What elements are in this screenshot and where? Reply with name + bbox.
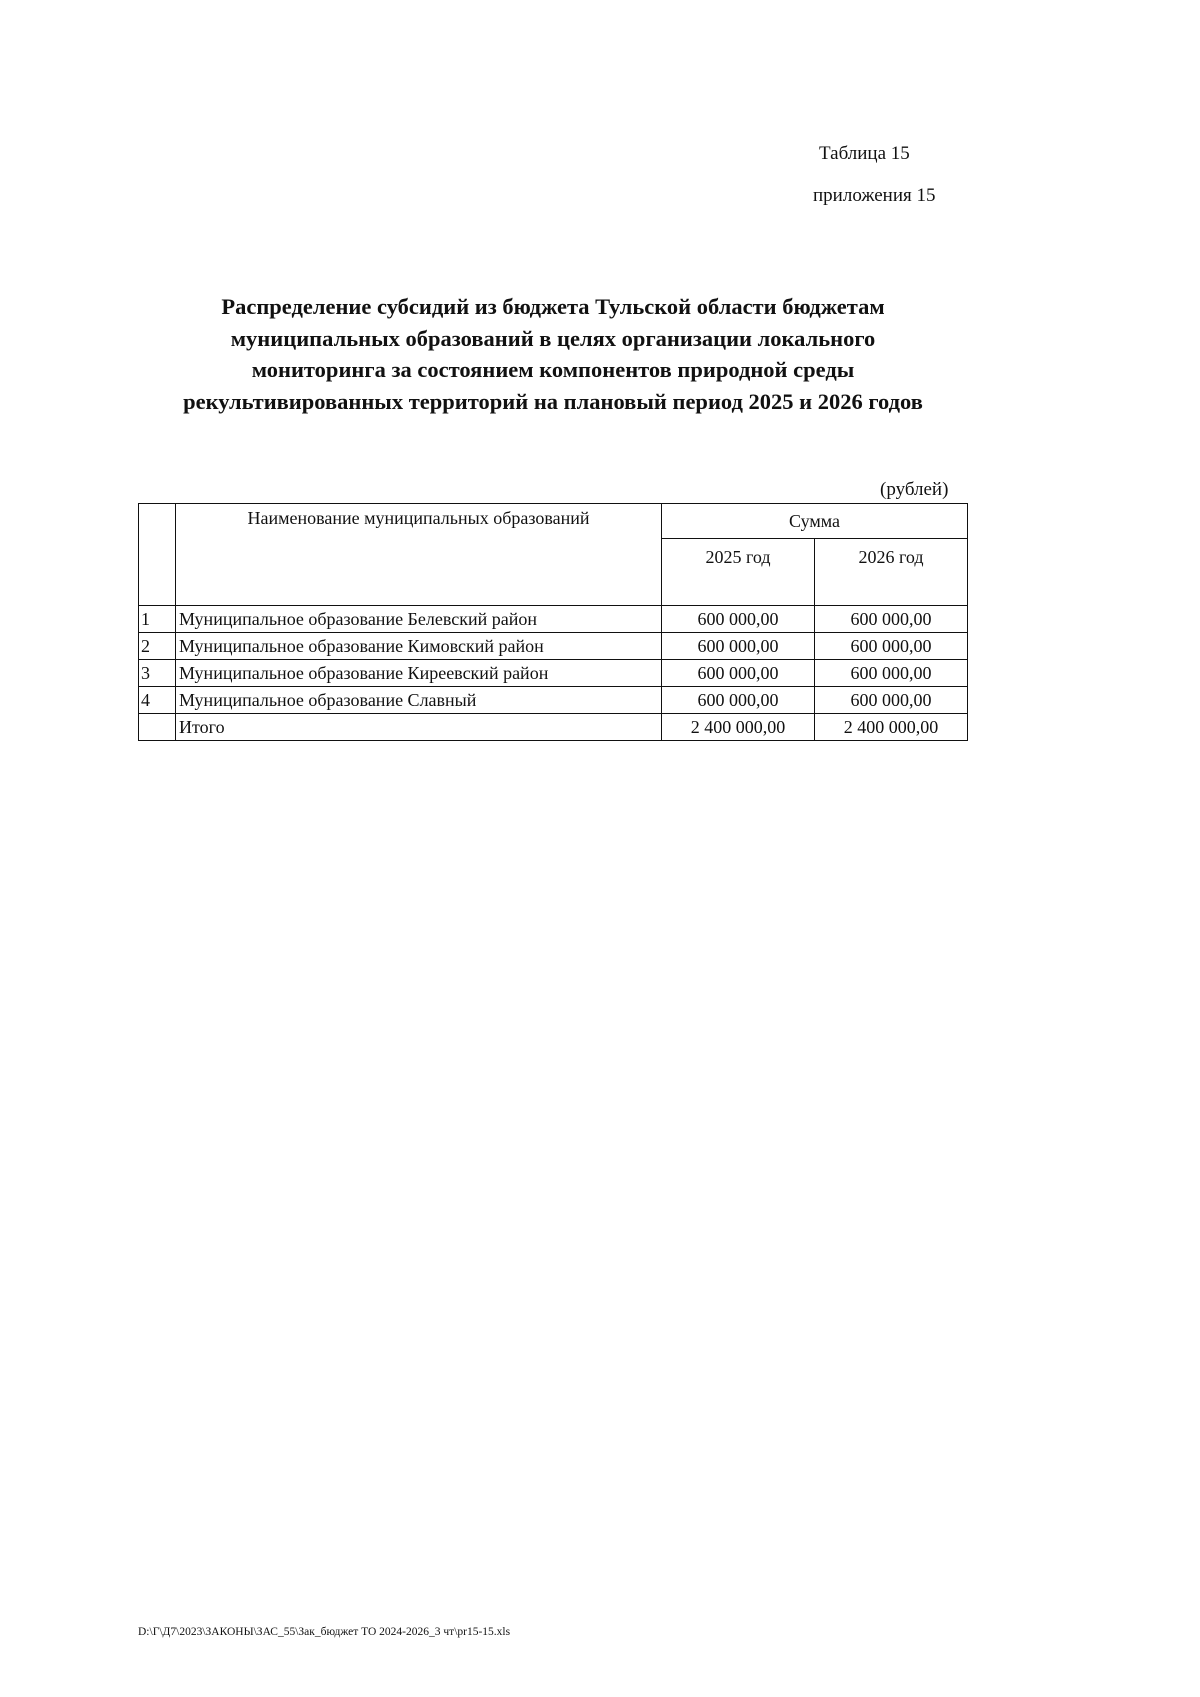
- title-line: рекультивированных территорий на плановый период 2025 и 2026 годов: [183, 388, 923, 414]
- table-row: [139, 606, 968, 633]
- header-year-2026: 2026 год: [815, 539, 968, 606]
- row-amount-2025: 600 000,00: [662, 660, 815, 687]
- header-sum-cell: Сумма: [662, 504, 968, 539]
- row-amount-2026: 600 000,00: [815, 606, 968, 633]
- table-row: [139, 660, 968, 687]
- row-amount-2025: 600 000,00: [662, 633, 815, 660]
- row-number: 2: [139, 633, 176, 660]
- header-number-cell: [139, 504, 176, 606]
- row-number: 1: [139, 606, 176, 633]
- row-name: Муниципальное образование Кимовский район: [176, 633, 662, 660]
- row-number: 3: [139, 660, 176, 687]
- total-amount-2025: 2 400 000,00: [662, 714, 815, 741]
- table-row: [139, 633, 968, 660]
- document-title: [130, 291, 976, 417]
- file-path-footer: D:\Г\Д7\2023\ЗАКОНЫ\ЗАС_55\Зак_бюджет ТО 2024-2026_3 чт\pr15-15.xls: [138, 1626, 511, 1638]
- title-line: муниципальных образований в целях организации локального: [230, 325, 876, 351]
- units-label: (рублей): [880, 479, 949, 500]
- table-number-label: Таблица 15: [819, 143, 910, 164]
- title-line: Распределение субсидий из бюджета Тульской области бюджетам: [221, 294, 885, 319]
- row-amount-2026: 600 000,00: [815, 660, 968, 687]
- header-year-2025: 2025 год: [662, 539, 815, 606]
- row-name: Муниципальное образование Киреевский район: [176, 660, 662, 687]
- table-header-row: [139, 504, 968, 539]
- row-number: 4: [139, 687, 176, 714]
- table-total-row: [139, 714, 968, 741]
- row-name: Муниципальное образование Славный: [176, 687, 662, 714]
- total-label: Итого: [176, 714, 662, 741]
- header-name-cell: Наименование муниципальных образований: [176, 504, 662, 606]
- title-line: мониторинга за состоянием компонентов природной среды: [251, 357, 855, 382]
- row-amount-2025: 600 000,00: [662, 606, 815, 633]
- row-amount-2025: 600 000,00: [662, 687, 815, 714]
- row-amount-2026: 600 000,00: [815, 633, 968, 660]
- row-amount-2026: 600 000,00: [815, 687, 968, 714]
- total-number: [139, 714, 176, 741]
- appendix-label: приложения 15: [813, 185, 936, 206]
- table-row: [139, 687, 968, 714]
- subsidy-table: [138, 503, 968, 741]
- total-amount-2026: 2 400 000,00: [815, 714, 968, 741]
- row-name: Муниципальное образование Белевский район: [176, 606, 662, 633]
